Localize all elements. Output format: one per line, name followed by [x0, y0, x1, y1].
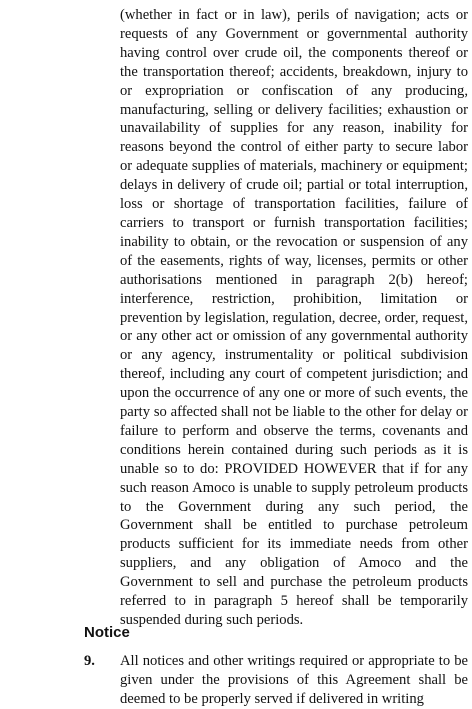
clause-8-continuation-text: (whether in fact or in law), perils of navigation; acts or requests of any Government or governmental authority having control over crude oil, the components thereof or the transportation thereof; accidents, breakdown, injury to or expropriation or confiscation of any producing, manufacturing, selling or delivery facilities; exhaustion or unavailability of supplies for any reason, inability for reasons beyond the control of either party to secure labor or adequate supplies of materials, machinery or equipment; delays in delivery of crude oil; partial or total interruption, loss or shortage of transportation facilities, failure of carriers to transport or furnish transportation facilities; inability to obtain, or the revocation or suspension of any of the easements, rights of way, licenses, permits or other authorisations mentioned in paragraph 2(b) hereof; interference, restriction, prohibition, limitation or prevention by legislation, regulation, decree, order, request, or any other act or omission of any governmental authority or any agency, instrumentality or political subdivision thereof, including any court of competent jurisdiction; and upon the occurrence of any one or more of such events, the party so affected shall not be liable to the other for delay or failure to perform and observe the terms, covenants and conditions herein contained during such periods as it is unable so to do: PROVIDED HOWEVER that if for any such reason Amoco is unable to supply petroleum products to the Government during any such period, the Government shall be entitled to purchase petroleum products sufficient for its immediate needs from other suppliers, and any obligation of Amoco and the Government to sell and purchase the petroleum products referred to in paragraph 5 hereof shall be temporarily suspended during such periods.: [120, 7, 468, 628]
notice-heading: Notice: [84, 624, 130, 641]
clause-9-number: 9.: [84, 653, 95, 669]
clause-9-text: All notices and other writings required or appropriate to be given under the provisions of this Agreement shall be deemed to be properly served if delivered in writing: [120, 653, 468, 707]
